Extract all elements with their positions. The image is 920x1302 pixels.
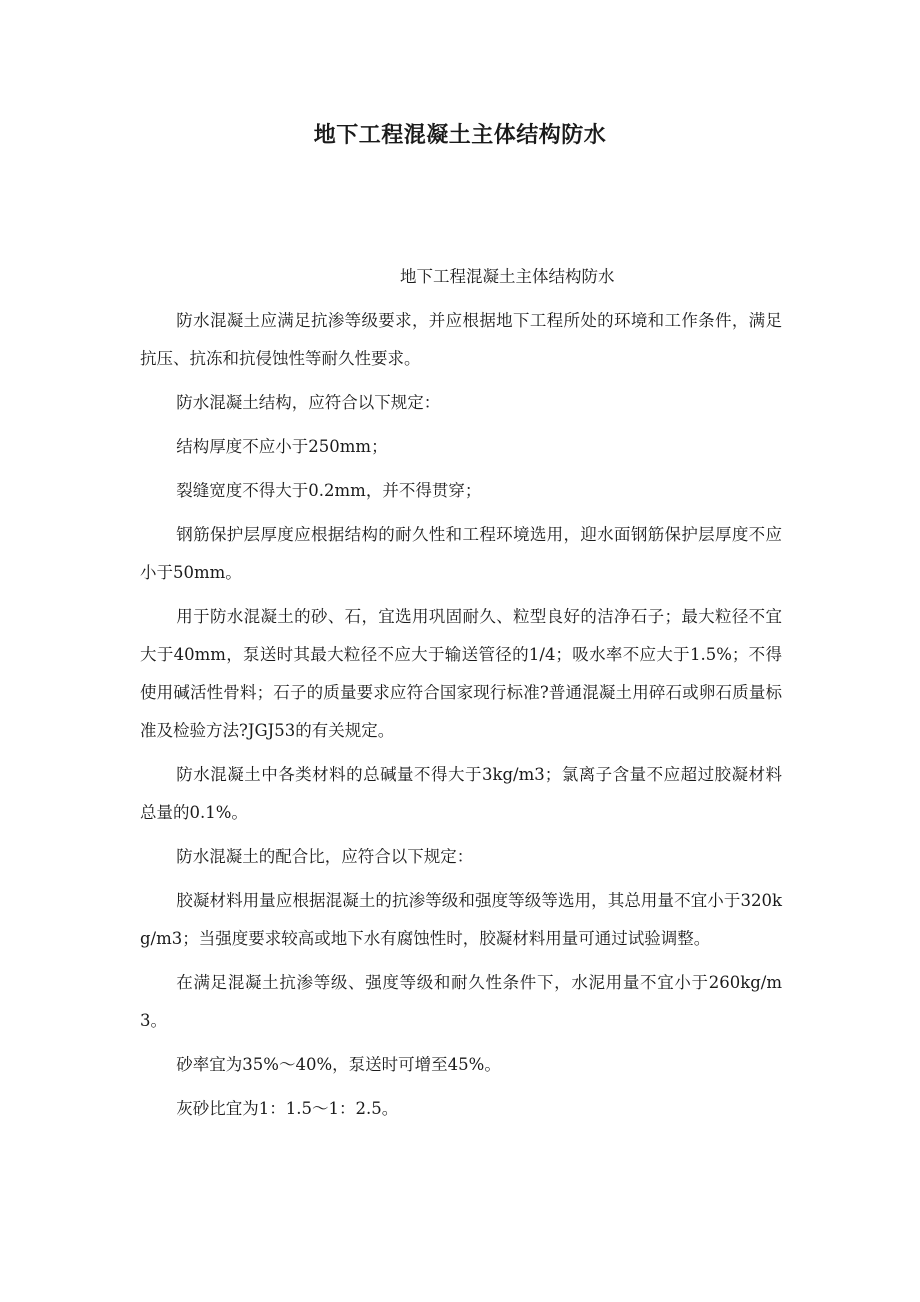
paragraph: 灰砂比宜为1：1.5～1：2.5。 [176, 1099, 399, 1118]
paragraph: 防水混凝土中各类材料的总碱量不得大于3kg/m3；氯离子含量不应超过胶凝材料总量的0.1%。 [140, 765, 782, 822]
paragraph: 砂率宜为35%～40%，泵送时可增至45%。 [176, 1055, 501, 1074]
document-title: 地下工程混凝土主体结构防水 [313, 123, 607, 148]
document-body [140, 258, 782, 1134]
paragraph: 防水混凝土结构，应符合以下规定： [176, 393, 441, 412]
section-subtitle: 地下工程混凝土主体结构防水 [400, 267, 615, 286]
paragraph: 防水混凝土应满足抗渗等级要求，并应根据地下工程所处的环境和工作条件，满足抗压、抗冻和抗侵蚀性等耐久性要求。 [140, 311, 782, 368]
paragraph: 用于防水混凝土的砂、石，宜选用巩固耐久、粒型良好的洁净石子；最大粒径不宜大于40mm，泵送时其最大粒径不应大于输送管径的1/4；吸水率不应大于1.5%；不得使用碱活性骨料；石子的质量要求应符合国家现行标准?普通混凝土用碎石或卵石质量标准及检验方法?JGJ53的有关规定。 [140, 607, 782, 740]
paragraph: 钢筋保护层厚度应根据结构的耐久性和工程环境选用，迎水面钢筋保护层厚度不应小于50mm。 [140, 525, 782, 582]
paragraph: 结构厚度不应小于250mm； [176, 437, 388, 456]
paragraph: 胶凝材料用量应根据混凝土的抗渗等级和强度等级等选用，其总用量不宜小于320kg/m3；当强度要求较高或地下水有腐蚀性时，胶凝材料用量可通过试验调整。 [140, 891, 782, 948]
paragraph: 在满足混凝土抗渗等级、强度等级和耐久性条件下，水泥用量不宜小于260kg/m3。 [140, 973, 782, 1030]
paragraph: 裂缝宽度不得大于0.2mm，并不得贯穿； [176, 481, 482, 500]
paragraph: 防水混凝土的配合比，应符合以下规定： [176, 847, 474, 866]
